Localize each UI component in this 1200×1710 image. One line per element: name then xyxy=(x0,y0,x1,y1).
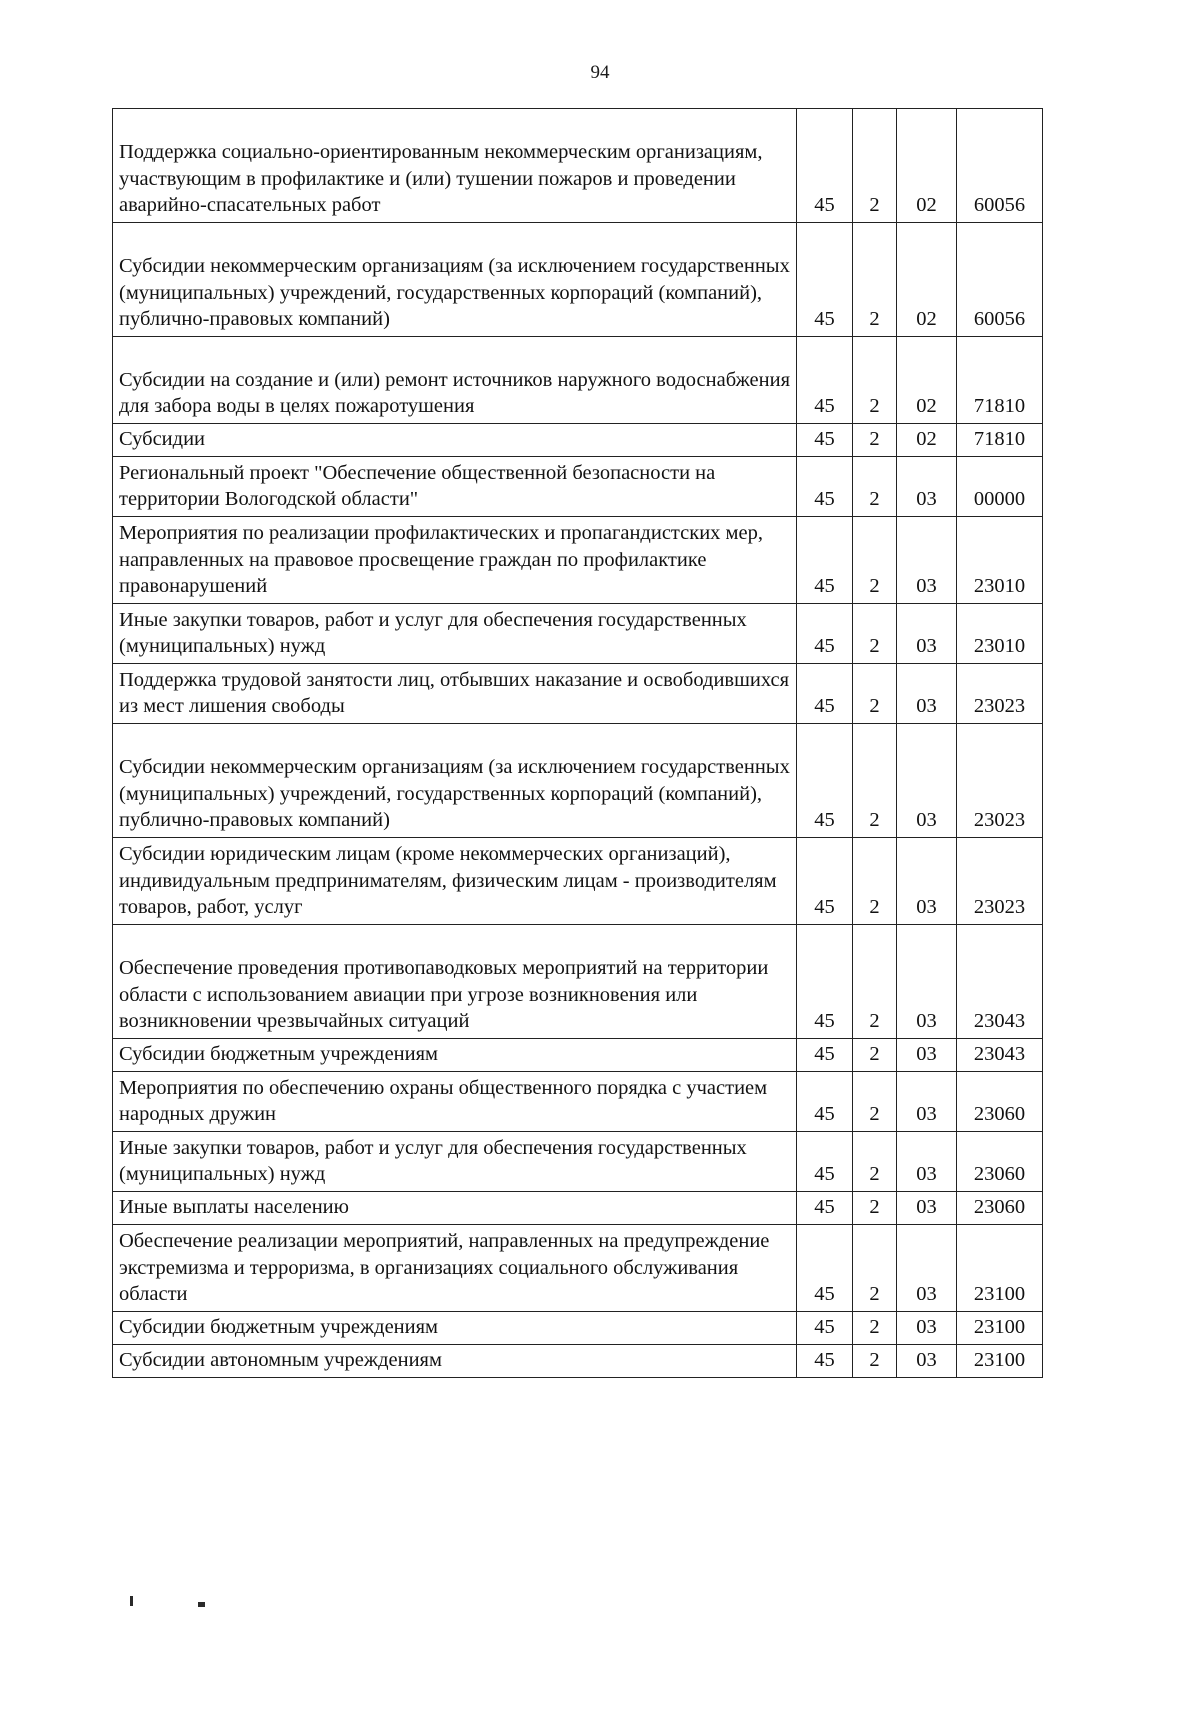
row-code-b: 2 xyxy=(853,1345,897,1378)
row-code-d: 00000 xyxy=(957,457,1043,517)
row-code-b: 2 xyxy=(853,604,897,664)
row-name-cell: Поддержка трудовой занятости лиц, отбывших наказание и освободившихся из мест лишения свободы xyxy=(113,664,797,724)
row-code-b: 2 xyxy=(853,664,897,724)
row-code-c: 03 xyxy=(897,1312,957,1345)
row-name-cell: Региональный проект "Обеспечение общественной безопасности на территории Вологодской области" xyxy=(113,457,797,517)
row-code-c: 03 xyxy=(897,517,957,604)
row-code-a: 45 xyxy=(797,724,853,838)
table-row xyxy=(113,109,1043,223)
row-code-a: 45 xyxy=(797,1192,853,1225)
scan-mark-right xyxy=(198,1602,205,1607)
row-code-d: 23023 xyxy=(957,664,1043,724)
row-code-c: 03 xyxy=(897,1192,957,1225)
row-code-d: 23060 xyxy=(957,1192,1043,1225)
row-code-c: 03 xyxy=(897,457,957,517)
row-name-cell: Иные закупки товаров, работ и услуг для обеспечения государственных (муниципальных) нужд xyxy=(113,604,797,664)
row-name-cell: Обеспечение проведения противопаводковых мероприятий на территории области с использованием авиации при угрозе возникновения или возникновении чрезвычайных ситуаций xyxy=(113,925,797,1039)
table-row xyxy=(113,1192,1043,1225)
row-code-d: 23010 xyxy=(957,517,1043,604)
row-name-cell: Мероприятия по обеспечению охраны общественного порядка с участием народных дружин xyxy=(113,1072,797,1132)
row-code-a: 45 xyxy=(797,337,853,424)
row-code-d: 23043 xyxy=(957,925,1043,1039)
row-code-a: 45 xyxy=(797,925,853,1039)
table-row xyxy=(113,337,1043,424)
row-name-cell: Обеспечение реализации мероприятий, направленных на предупреждение экстремизма и терроризма, в организациях социального обслуживания области xyxy=(113,1225,797,1312)
row-code-d: 60056 xyxy=(957,109,1043,223)
row-code-a: 45 xyxy=(797,664,853,724)
table-row xyxy=(113,838,1043,925)
row-name-cell: Субсидии некоммерческим организациям (за исключением государственных (муниципальных) учреждений, государственных корпораций (компаний), публично-правовых компаний) xyxy=(113,724,797,838)
row-code-a: 45 xyxy=(797,424,853,457)
row-code-a: 45 xyxy=(797,1312,853,1345)
row-code-a: 45 xyxy=(797,457,853,517)
table-row xyxy=(113,517,1043,604)
row-code-b: 2 xyxy=(853,1132,897,1192)
table-row xyxy=(113,724,1043,838)
row-code-b: 2 xyxy=(853,925,897,1039)
table-row xyxy=(113,1039,1043,1072)
row-code-b: 2 xyxy=(853,109,897,223)
table-row xyxy=(113,925,1043,1039)
row-name-cell: Субсидии автономным учреждениям xyxy=(113,1345,797,1378)
row-code-d: 23100 xyxy=(957,1312,1043,1345)
row-name-cell: Мероприятия по реализации профилактических и пропагандистских мер, направленных на правовое просвещение граждан по профилактике правонарушений xyxy=(113,517,797,604)
row-code-a: 45 xyxy=(797,109,853,223)
row-code-d: 71810 xyxy=(957,337,1043,424)
row-name-cell: Иные закупки товаров, работ и услуг для обеспечения государственных (муниципальных) нужд xyxy=(113,1132,797,1192)
row-code-b: 2 xyxy=(853,457,897,517)
table-row xyxy=(113,1345,1043,1378)
row-code-c: 03 xyxy=(897,1039,957,1072)
scan-mark-left xyxy=(130,1596,133,1606)
row-code-d: 23023 xyxy=(957,724,1043,838)
row-code-b: 2 xyxy=(853,1225,897,1312)
row-code-d: 23060 xyxy=(957,1072,1043,1132)
row-code-c: 02 xyxy=(897,109,957,223)
table-row xyxy=(113,1132,1043,1192)
row-name-cell: Субсидии xyxy=(113,424,797,457)
table-row xyxy=(113,424,1043,457)
row-code-b: 2 xyxy=(853,838,897,925)
budget-table-body xyxy=(113,109,1043,1378)
table-row xyxy=(113,1225,1043,1312)
row-code-d: 23023 xyxy=(957,838,1043,925)
row-code-a: 45 xyxy=(797,517,853,604)
row-code-c: 03 xyxy=(897,604,957,664)
page-number: 94 xyxy=(590,62,610,83)
row-code-b: 2 xyxy=(853,424,897,457)
row-code-b: 2 xyxy=(853,517,897,604)
row-code-c: 03 xyxy=(897,724,957,838)
row-name-cell: Поддержка социально-ориентированным некоммерческим организациям, участвующим в профилактике и (или) тушении пожаров и проведении аварийно-спасательных работ xyxy=(113,109,797,223)
table-row xyxy=(113,1312,1043,1345)
row-code-c: 02 xyxy=(897,337,957,424)
row-code-b: 2 xyxy=(853,337,897,424)
row-code-d: 71810 xyxy=(957,424,1043,457)
row-code-c: 03 xyxy=(897,1345,957,1378)
row-code-d: 23043 xyxy=(957,1039,1043,1072)
table-row xyxy=(113,457,1043,517)
table-row xyxy=(113,1072,1043,1132)
row-code-b: 2 xyxy=(853,1072,897,1132)
table-row xyxy=(113,223,1043,337)
row-code-a: 45 xyxy=(797,1132,853,1192)
table-row xyxy=(113,604,1043,664)
row-name-cell: Субсидии на создание и (или) ремонт источников наружного водоснабжения для забора воды в целях пожаротушения xyxy=(113,337,797,424)
row-code-c: 03 xyxy=(897,1132,957,1192)
row-code-a: 45 xyxy=(797,604,853,664)
row-name-cell: Субсидии некоммерческим организациям (за исключением государственных (муниципальных) учреждений, государственных корпораций (компаний), публично-правовых компаний) xyxy=(113,223,797,337)
row-name-cell: Субсидии бюджетным учреждениям xyxy=(113,1039,797,1072)
row-code-b: 2 xyxy=(853,1192,897,1225)
row-code-c: 03 xyxy=(897,1072,957,1132)
row-code-d: 23100 xyxy=(957,1345,1043,1378)
row-code-c: 03 xyxy=(897,664,957,724)
row-code-b: 2 xyxy=(853,223,897,337)
row-code-b: 2 xyxy=(853,1312,897,1345)
row-name-cell: Субсидии бюджетным учреждениям xyxy=(113,1312,797,1345)
row-code-a: 45 xyxy=(797,1345,853,1378)
row-code-c: 02 xyxy=(897,424,957,457)
row-code-a: 45 xyxy=(797,223,853,337)
row-code-c: 02 xyxy=(897,223,957,337)
row-code-d: 23100 xyxy=(957,1225,1043,1312)
table-row xyxy=(113,664,1043,724)
row-code-a: 45 xyxy=(797,1225,853,1312)
budget-table xyxy=(112,108,1043,1378)
row-code-c: 03 xyxy=(897,838,957,925)
scan-artifact-marks xyxy=(130,1592,330,1612)
row-name-cell: Иные выплаты населению xyxy=(113,1192,797,1225)
row-code-a: 45 xyxy=(797,1039,853,1072)
row-code-a: 45 xyxy=(797,838,853,925)
row-code-a: 45 xyxy=(797,1072,853,1132)
row-name-cell: Субсидии юридическим лицам (кроме некоммерческих организаций), индивидуальным предпринимателям, физическим лицам - производителям товаров, работ, услуг xyxy=(113,838,797,925)
row-code-d: 23010 xyxy=(957,604,1043,664)
row-code-c: 03 xyxy=(897,925,957,1039)
row-code-c: 03 xyxy=(897,1225,957,1312)
budget-table-container xyxy=(112,108,1042,1378)
row-code-b: 2 xyxy=(853,1039,897,1072)
row-code-d: 23060 xyxy=(957,1132,1043,1192)
row-code-b: 2 xyxy=(853,724,897,838)
row-code-d: 60056 xyxy=(957,223,1043,337)
